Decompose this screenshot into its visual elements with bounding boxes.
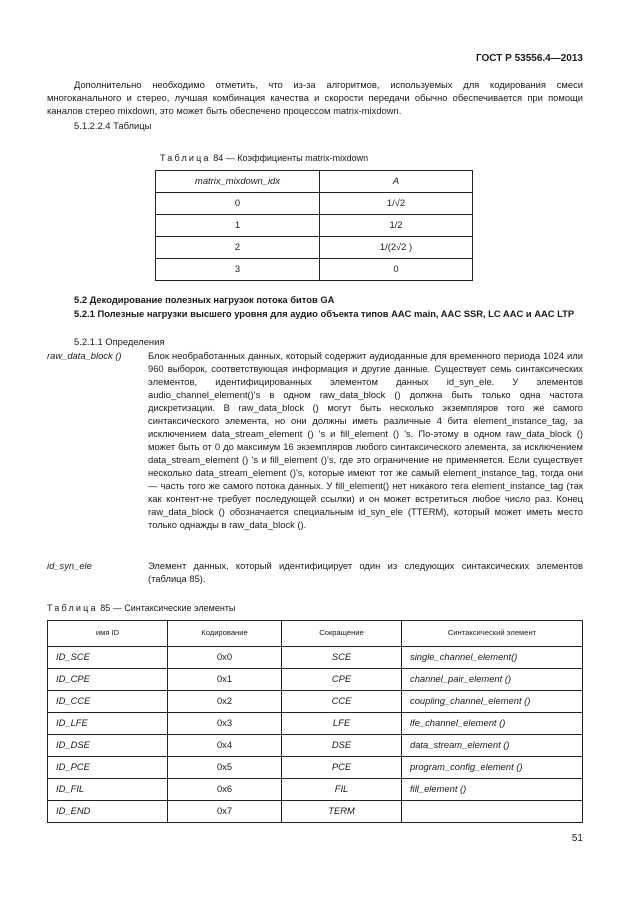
table85-cell: ID_FIL	[48, 779, 168, 801]
table84-cell: 2	[156, 237, 320, 259]
table85-cell: 0x2	[168, 691, 282, 713]
table-row	[48, 647, 583, 669]
table84-cell: 1/(2√2 )	[320, 237, 473, 259]
intro-paragraph	[47, 79, 583, 118]
table85-cell: 0x1	[168, 669, 282, 691]
definition-term-id-syn-ele: id_syn_ele	[47, 560, 92, 571]
table85-header-row	[48, 621, 583, 647]
table85-cell: 0x6	[168, 779, 282, 801]
table84-cell: 3	[156, 259, 320, 281]
table-row	[48, 801, 583, 823]
table-row	[156, 259, 473, 281]
table85-cell: TERM	[282, 801, 402, 823]
table85-cell: lfe_channel_element ()	[402, 713, 583, 735]
section-5-2-1-heading: 5.2.1 Полезные нагрузки высшего уровня для аудио объекта типов AAC main, AAC SSR, LC AAC и AAC LTP	[74, 308, 575, 319]
table84-cell: 1/√2	[320, 193, 473, 215]
table85-cell: 0x3	[168, 713, 282, 735]
table85-cell: PCE	[282, 757, 402, 779]
table-row	[156, 237, 473, 259]
table84-cell: 1/2	[320, 215, 473, 237]
table85-cell: 0x5	[168, 757, 282, 779]
table85-cell: program_config_element ()	[402, 757, 583, 779]
table-row	[156, 193, 473, 215]
table85-cell: ID_CPE	[48, 669, 168, 691]
table84-header-row	[156, 171, 473, 193]
table84-caption-text: 84 — Коэффициенты matrix-mixdown	[213, 153, 369, 163]
table85-cell: CCE	[282, 691, 402, 713]
table84-cell: 0	[156, 193, 320, 215]
table84-caption-prefix: Таблица	[160, 153, 211, 163]
table84-header-a: A	[320, 171, 473, 193]
table85-cell	[402, 801, 583, 823]
page-number: 51	[571, 833, 583, 844]
table-row	[156, 215, 473, 237]
table85-cell: ID_SCE	[48, 647, 168, 669]
table85-header-coding: Кодирование	[168, 621, 282, 647]
subsection-heading: 5.1.2.2.4 Таблицы	[74, 120, 152, 131]
table85-cell: ID_LFE	[48, 713, 168, 735]
definition-body-raw-data-block: Блок необработанных данных, который содержит аудиоданные для временного периода 1024 или 960 выборок, соответствующая информация и другие данные. Существует семь синтаксических элементов, идентифицированных элементом данных id_syn_ele. У элементов audio_channel_element()'s в одном raw_data_block () должна быть только одна частота дискретизации. В raw_data_block () могут быть несколько экземпляров того же самого синтаксического элемента, но они должны иметь различные 4 бита element_instance_tag, за исключением data_stream_element () 's и fill_element () 's. По-этому в одном raw_data_block () может быть от 0 до максимум 16 экземпляров любого синтаксического элемента, за исключением data_stream_element () 's и fill_element ()'s, где это ограничение не применяется. Если существует несколько data_stream_element ()'s, которые имеют тот же самый element_instance_tag, тогда они — часть того же самого потока данных. У fill_element() нет никакого тега element_instance_tag (так как контент-не требует последующей ссылки) и он может встретиться любое число раз. Конец raw_data_block () обозначается специальным id_syn_ele (TTERM), который может иметь место только однажды в raw_data_block ().	[148, 350, 583, 530]
table85-cell: DSE	[282, 735, 402, 757]
table-row	[48, 735, 583, 757]
table85-header-abbr: Сокращение	[282, 621, 402, 647]
table85-cell: 0x0	[168, 647, 282, 669]
intro-text: Дополнительно необходимо отметить, что из-за алгоритмов, используемых для кодирования смеси многоканального и стерео, лучшая комбинация качества и скорости передачи обычно обеспечивается при помощи каналов стерео mixdown, это может быть обеспечено процессом matrix-mixdown.	[47, 79, 583, 116]
definition-body-id-syn-ele: Элемент данных, который идентифицирует один из следующих синтаксических элементов (таблица 85).	[148, 560, 583, 584]
table84-header-idx: matrix_mixdown_idx	[156, 171, 320, 193]
definition-term-raw-data-block: raw_data_block ()	[47, 350, 122, 361]
table85-cell: channel_pair_element ()	[402, 669, 583, 691]
document-header: ГОСТ Р 53556.4—2013	[475, 53, 583, 64]
section-5-2-1-1-heading: 5.2.1.1 Определения	[74, 336, 165, 347]
table85-cell: LFE	[282, 713, 402, 735]
table85	[47, 620, 583, 823]
section-5-2-heading: 5.2 Декодирование полезных нагрузок потока битов GA	[74, 294, 335, 305]
table85-cell: single_channel_element()	[402, 647, 583, 669]
table85-caption	[47, 602, 235, 614]
table85-cell: ID_END	[48, 801, 168, 823]
table85-cell: fill_element ()	[402, 779, 583, 801]
table-row	[48, 779, 583, 801]
table85-caption-prefix: Таблица	[47, 603, 98, 613]
table85-cell: coupling_channel_element ()	[402, 691, 583, 713]
table85-cell: ID_CCE	[48, 691, 168, 713]
table84-cell: 1	[156, 215, 320, 237]
table85-cell: data_stream_element ()	[402, 735, 583, 757]
table85-caption-text: 85 — Синтаксические элементы	[100, 603, 236, 613]
table85-cell: ID_DSE	[48, 735, 168, 757]
table85-cell: SCE	[282, 647, 402, 669]
table85-header-element: Синтаксический элемент	[402, 621, 583, 647]
table-row	[48, 691, 583, 713]
table85-cell: 0x7	[168, 801, 282, 823]
table84-cell: 0	[320, 259, 473, 281]
table84-caption	[160, 152, 368, 164]
table84	[155, 170, 473, 281]
table85-cell: ID_PCE	[48, 757, 168, 779]
table85-cell: 0x4	[168, 735, 282, 757]
table85-header-id: имя ID	[48, 621, 168, 647]
table-row	[48, 669, 583, 691]
table-row	[48, 757, 583, 779]
table-row	[48, 713, 583, 735]
table85-cell: CPE	[282, 669, 402, 691]
table85-cell: FIL	[282, 779, 402, 801]
